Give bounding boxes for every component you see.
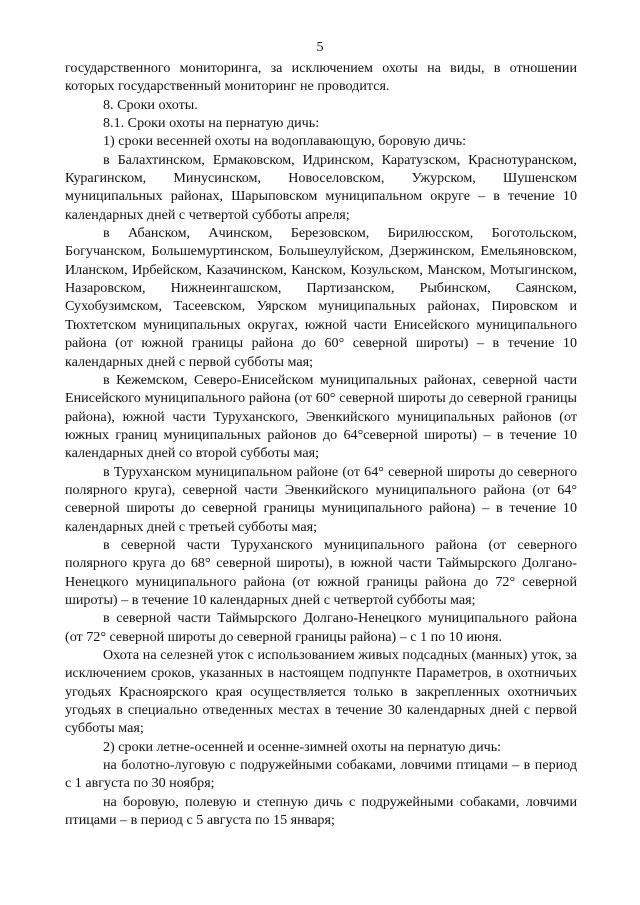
page-number: 5 (316, 40, 324, 55)
paragraph: в северной части Туруханского муниципального района (от северного полярного круга до 68° северной широты), в южной части Таймырского Долгано-Ненецкого муниципального района (от южной границы района до 72° северной широты) – в течение 10 календарных дней с четвертой субботы мая; (65, 536, 577, 608)
paragraph: в Туруханском муниципальном районе (от 64° северной широты до северного полярного круга), северной части Эвенкийского муниципального района (от 64° северной широты до северной границы муниципального района) – в течение 10 календарных дней с третьей субботы мая; (65, 463, 577, 535)
paragraph: в Балахтинском, Ермаковском, Идринском, Каратузском, Краснотуранском, Курагинском, Минусинском, Новоселовском, Ужурском, Шушенском муниципальных районах, Шарыповском муниципальном округе – в течение 10 календарных дней с четвертой субботы апреля; (65, 151, 577, 223)
paragraph: в северной части Таймырского Долгано-Ненецкого муниципального района (от 72° северной широты до северной границы района) – с 1 по 10 июня. (65, 610, 577, 645)
section-heading: 8. Сроки охоты. (103, 96, 198, 113)
document-body (65, 59, 577, 829)
subsection-heading: 8.1. Сроки охоты на пернатую дичь: (103, 115, 320, 132)
list-item-heading: 2) сроки летне-осенней и осенне-зимней охоты на пернатую дичь: (103, 738, 502, 755)
list-item-heading: 1) сроки весенней охоты на водоплавающую, боровую дичь: (103, 133, 467, 150)
paragraph: в Абанском, Ачинском, Березовском, Бирилюсском, Боготольском, Богучанском, Большемуртинском, Большеулуйском, Дзержинском, Емельяновском, Иланском, Ирбейском, Казачинском, Канском, Козульском, Манском, Мотыгинском, Назаровском, Нижнеингашском, Партизанском, Рыбинском, Саянском, Сухобузимском, Тасеевском, Уярском муниципальных районах, Пировском и Тюхтетском муниципальных округах, южной части Енисейского муниципального района (от южной границы района до 60° северной широты) – в течение 10 календарных дней с первой субботы мая; (65, 225, 577, 370)
paragraph-continuation: государственного мониторинга, за исключением охоты на виды, в отношении которых государственный мониторинг не проводится. (65, 60, 577, 95)
paragraph: на боровую, полевую и степную дичь с подружейными собаками, ловчими птицами – в период с 5 августа по 15 января; (65, 793, 577, 829)
paragraph: на болотно-луговую с подружейными собаками, ловчими птицами – в период с 1 августа по 30 ноября; (65, 757, 577, 792)
paragraph: Охота на селезней уток с использованием живых подсадных (манных) уток, за исключением сроков, указанных в настоящем подпункте Параметров, в охотничьих угодьях Красноярского края осуществляется только в закрепленных охотничьих угодьях в специально отведенных местах в течение 30 календарных дней с первой субботы мая; (65, 647, 577, 737)
paragraph: в Кежемском, Северо-Енисейском муниципальных районах, северной части Енисейского муниципального района (от 60° северной широты до северной границы района), южной части Туруханского, Эвенкийского муниципальных районов (от южных границ муниципальных районов до 64°северной широты) – в течение 10 календарных дней со второй субботы мая; (65, 371, 577, 462)
